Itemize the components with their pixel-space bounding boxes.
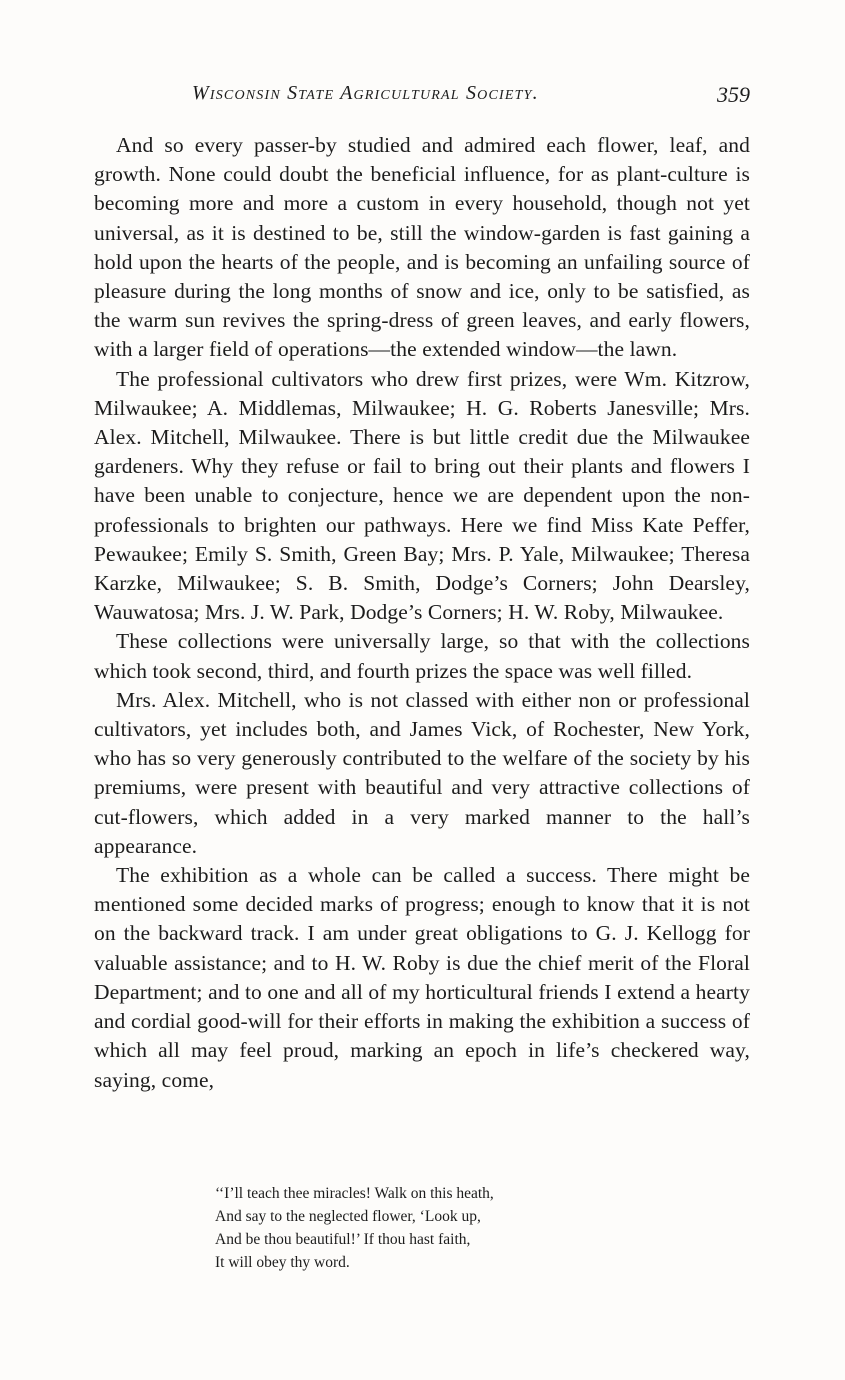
verse-line: And say to the neglected flower, ‘Look up, — [215, 1208, 481, 1225]
running-head — [94, 82, 750, 112]
running-head-title: Wisconsin State Agricultural Society. — [192, 82, 539, 104]
paragraph-exhibition-success: The exhibition as a whole can be called a success. There might be mentioned some decided marks of progress; enough to know that it is not on the backward track. I am under great obligations to G. J. Kellogg for valuable assistance; and to H. W. Roby is due the chief merit of the Floral Department; and to one and all of my horticultural friends I extend a hearty and cordial good-will for their efforts in making the exhibition a success of which all may feel proud, marking an epoch in life’s checkered way, saying, come, — [94, 863, 750, 1092]
verse-quote — [215, 1182, 635, 1274]
paragraph-professional-cultivators: The professional cultivators who drew first prizes, were Wm. Kitzrow, Milwaukee; A. Middlemas, Milwaukee; H. G. Roberts Janesville; Mrs. Alex. Mitchell, Milwaukee. There is but little credit due the Milwaukee gardeners. Why they refuse or fail to bring out their plants and flowers I have been unable to conjecture, hence we are dependent upon the non-professionals to brighten our pathways. Here we find Miss Kate Peffer, Pewaukee; Emily S. Smith, Green Bay; Mrs. P. Yale, Milwaukee; Theresa Karzke, Milwaukee; S. B. Smith, Dodge’s Corners; John Dearsley, Wauwatosa; Mrs. J. W. Park, Dodge’s Corners; H. W. Roby, Milwaukee. — [94, 366, 750, 625]
verse-line: And be thou beautiful!’ If thou hast faith, — [215, 1231, 471, 1248]
paragraph-mitchell-vick: Mrs. Alex. Mitchell, who is not classed with either non or professional cultivators, yet includes both, and James Vick, of Rochester, New York, who has so very generously contributed to the welfare of the society by his premiums, were present with beautiful and very attractive collections of cut-flowers, which added in a very marked manner to the hall’s appearance. — [94, 687, 750, 858]
paragraph-collections: These collections were universally large, so that with the collections which took second, third, and fourth prizes the space was well filled. — [94, 629, 750, 683]
verse-line: ‘‘I’ll teach thee miracles! Walk on this heath, — [215, 1185, 494, 1202]
page-number: 359 — [717, 82, 750, 107]
paragraph-window-garden: And so every passer-by studied and admired each flower, leaf, and growth. None could doubt the beneficial influence, for as plant-culture is becoming more and more a custom in every household, though not yet universal, as it is destined to be, still the window-garden is fast gaining a hold upon the hearts of the people, and is becoming an unfailing source of pleasure during the long months of snow and ice, only to be satisfied, as the warm sun revives the spring-dress of green leaves, and early flowers, with a larger field of operations—the extended window—the lawn. — [94, 133, 750, 362]
verse-line: It will obey thy word. — [215, 1254, 350, 1271]
body-text — [94, 131, 750, 1095]
